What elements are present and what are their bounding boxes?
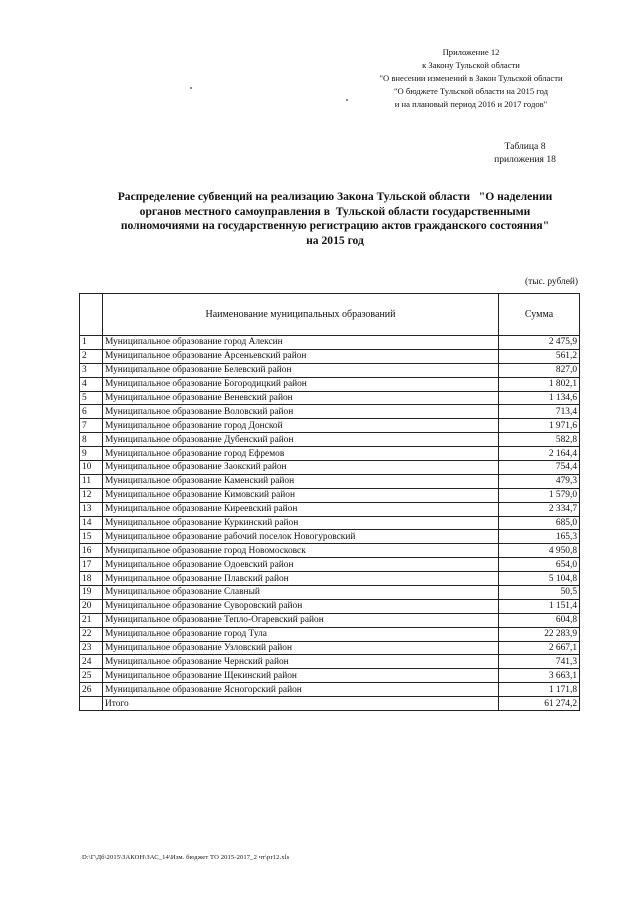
table-row <box>80 613 580 627</box>
row-sum: 4 950,8 <box>499 544 580 558</box>
row-name: Муниципальное образование Щекинский район <box>103 669 499 683</box>
table-row <box>80 488 580 502</box>
row-sum: 1 971,6 <box>499 419 580 433</box>
row-number: 16 <box>80 544 103 558</box>
row-sum: 1 151,4 <box>499 599 580 613</box>
row-name: Муниципальное образование город Новомосковск <box>103 544 499 558</box>
table-row <box>80 391 580 405</box>
header-number <box>80 294 103 336</box>
row-sum: 754,4 <box>499 461 580 475</box>
row-number: 10 <box>80 461 103 475</box>
row-number: 3 <box>80 363 103 377</box>
row-number: 26 <box>80 683 103 697</box>
header-name: Наименование муниципальных образований <box>103 294 499 336</box>
row-name: Муниципальное образование Богородицкий район <box>103 377 499 391</box>
row-sum: 165,3 <box>499 530 580 544</box>
appendix-line: к Закону Тульской области <box>422 60 520 70</box>
appendix-line: "О внесении изменений в Закон Тульской области <box>379 73 563 83</box>
title-line: на 2015 год <box>306 233 364 247</box>
row-number: 4 <box>80 377 103 391</box>
table-row <box>80 669 580 683</box>
row-sum: 1 134,6 <box>499 391 580 405</box>
row-name: Муниципальное образование город Донской <box>103 419 499 433</box>
appendix-line: "О бюджете Тульской области на 2015 год <box>394 86 548 96</box>
row-sum: 479,3 <box>499 474 580 488</box>
table-row <box>80 447 580 461</box>
total-sum: 61 274,2 <box>499 697 580 711</box>
table-row <box>80 433 580 447</box>
row-name: Муниципальное образование Куркинский район <box>103 516 499 530</box>
row-name: Муниципальное образование Чернский район <box>103 655 499 669</box>
total-row <box>80 697 580 711</box>
row-number: 14 <box>80 516 103 530</box>
title-line: полномочиями на государственную регистрацию актов гражданского состояния" <box>120 219 550 233</box>
row-number: 19 <box>80 586 103 600</box>
row-name: Муниципальное образование Ясногорский район <box>103 683 499 697</box>
title-line: Распределение субвенций на реализацию Закона Тульской области "О наделении <box>117 190 553 203</box>
table-row <box>80 655 580 669</box>
row-number: 15 <box>80 530 103 544</box>
units-label: (тыс. рублей) <box>524 277 578 287</box>
document-title <box>60 190 610 248</box>
file-path-footer: D:\Г\Дб\2015\ЗАКОН\ЗАС_14\Изм. бюджет ТО 2015-2017_2 чт\pr12.xls <box>82 854 290 861</box>
table-row <box>80 544 580 558</box>
row-name: Муниципальное образование Тепло-Огаревский район <box>103 613 499 627</box>
row-sum: 2 475,9 <box>499 336 580 350</box>
row-name: Муниципальное образование Славный <box>103 586 499 600</box>
table-reference <box>470 140 580 166</box>
row-name: Муниципальное образование Белевский район <box>103 363 499 377</box>
table-row <box>80 349 580 363</box>
row-number: 8 <box>80 433 103 447</box>
row-name: Муниципальное образование Плавский район <box>103 572 499 586</box>
row-sum: 2 164,4 <box>499 447 580 461</box>
title-line: органов местного самоуправления в Тульской области государственными <box>139 204 531 218</box>
row-sum: 2 334,7 <box>499 502 580 516</box>
row-sum: 604,8 <box>499 613 580 627</box>
row-sum: 2 667,1 <box>499 641 580 655</box>
table-row <box>80 641 580 655</box>
total-number <box>80 697 103 711</box>
table-row <box>80 683 580 697</box>
table-row <box>80 405 580 419</box>
appendix-line: Приложение 12 <box>442 47 500 57</box>
table-row <box>80 558 580 572</box>
subsidy-table <box>79 293 580 711</box>
table-row <box>80 419 580 433</box>
row-name: Муниципальное образование рабочий поселок Новогуровский <box>103 530 499 544</box>
table-body <box>80 336 580 697</box>
row-name: Муниципальное образование Дубенский район <box>103 433 499 447</box>
row-number: 2 <box>80 349 103 363</box>
table-ref-line: приложения 18 <box>494 154 556 165</box>
row-name: Муниципальное образование город Алексин <box>103 336 499 350</box>
table-row <box>80 377 580 391</box>
row-number: 12 <box>80 488 103 502</box>
appendix-reference <box>360 46 582 111</box>
row-sum: 50,5 <box>499 586 580 600</box>
total-label: Итого <box>103 697 499 711</box>
row-name: Муниципальное образование Узловский район <box>103 641 499 655</box>
row-sum: 5 104,8 <box>499 572 580 586</box>
row-sum: 685,0 <box>499 516 580 530</box>
row-name: Муниципальное образование город Ефремов <box>103 447 499 461</box>
table-row <box>80 363 580 377</box>
row-name: Муниципальное образование Заокский район <box>103 461 499 475</box>
table-row <box>80 572 580 586</box>
row-number: 22 <box>80 627 103 641</box>
table-row <box>80 516 580 530</box>
table-row <box>80 502 580 516</box>
row-sum: 3 663,1 <box>499 669 580 683</box>
scan-speck <box>190 87 192 89</box>
row-number: 1 <box>80 336 103 350</box>
row-number: 13 <box>80 502 103 516</box>
row-number: 9 <box>80 447 103 461</box>
table-row <box>80 336 580 350</box>
row-sum: 713,4 <box>499 405 580 419</box>
row-number: 7 <box>80 419 103 433</box>
row-number: 17 <box>80 558 103 572</box>
table-header-row <box>80 294 580 336</box>
row-number: 18 <box>80 572 103 586</box>
row-sum: 741,3 <box>499 655 580 669</box>
row-sum: 1 171,8 <box>499 683 580 697</box>
row-number: 20 <box>80 599 103 613</box>
row-number: 5 <box>80 391 103 405</box>
row-name: Муниципальное образование Киреевский район <box>103 502 499 516</box>
table-row <box>80 474 580 488</box>
row-sum: 1 802,1 <box>499 377 580 391</box>
appendix-line: и на плановый период 2016 и 2017 годов" <box>394 99 548 109</box>
row-number: 24 <box>80 655 103 669</box>
row-sum: 582,8 <box>499 433 580 447</box>
row-number: 23 <box>80 641 103 655</box>
row-name: Муниципальное образование Веневский район <box>103 391 499 405</box>
row-name: Муниципальное образование Арсеньевский район <box>103 349 499 363</box>
scan-speck <box>346 99 348 101</box>
table-row <box>80 530 580 544</box>
row-name: Муниципальное образование город Тула <box>103 627 499 641</box>
row-number: 11 <box>80 474 103 488</box>
row-sum: 654,0 <box>499 558 580 572</box>
table-ref-line: Таблица 8 <box>504 141 546 152</box>
row-name: Муниципальное образование Суворовский район <box>103 599 499 613</box>
row-number: 6 <box>80 405 103 419</box>
row-sum: 827,0 <box>499 363 580 377</box>
row-sum: 1 579,0 <box>499 488 580 502</box>
table-row <box>80 599 580 613</box>
row-sum: 22 283,9 <box>499 627 580 641</box>
row-name: Муниципальное образование Каменский район <box>103 474 499 488</box>
row-name: Муниципальное образование Одоевский район <box>103 558 499 572</box>
row-sum: 561,2 <box>499 349 580 363</box>
header-sum: Сумма <box>499 294 580 336</box>
table-row <box>80 627 580 641</box>
row-number: 25 <box>80 669 103 683</box>
row-name: Муниципальное образование Кимовский район <box>103 488 499 502</box>
table-row <box>80 586 580 600</box>
row-name: Муниципальное образование Воловский район <box>103 405 499 419</box>
row-number: 21 <box>80 613 103 627</box>
table-row <box>80 461 580 475</box>
